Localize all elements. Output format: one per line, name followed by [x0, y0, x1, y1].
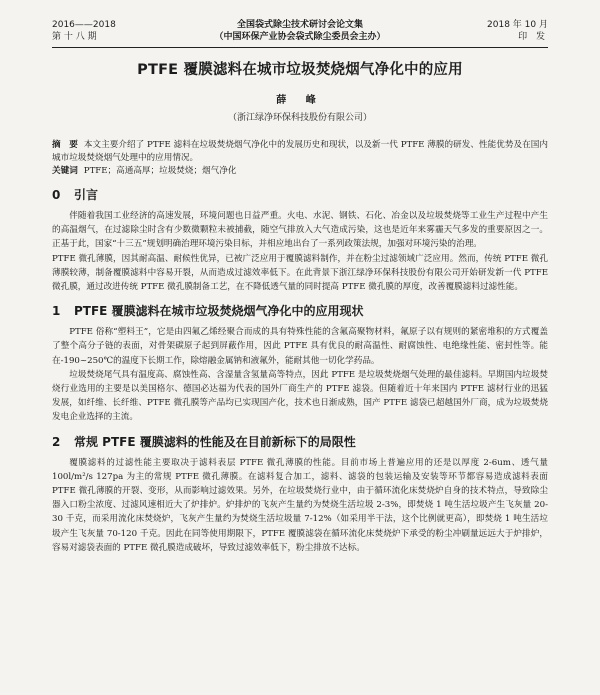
paper-title: PTFE 覆膜滤料在城市垃圾焚烧烟气净化中的应用 [137, 62, 463, 78]
author-affiliation: （浙江绿净环保科技股份有限公司） [227, 113, 372, 123]
header-proceedings-title: 全国袋式除尘技术研讨会论文集 [236, 20, 363, 30]
header-issue-number: 第 十 八 期 [52, 32, 97, 42]
paragraph: 覆膜滤料的过滤性能主要取决于滤料表层 PTFE 微孔薄膜的性能。目前市场上普遍应用的还是以厚度 2-6um、透气量 100l/m²/s 127pa 为主的常规 PTFE 微孔薄膜。在滤料复合加工，滤料、滤袋的包装运输及安装等环节都容易造成滤料表面 PTFE 微孔薄膜的开裂、变形，从而影响过滤效果。另外，在垃圾焚烧行业中，由于循环流化床焚烧炉自身的技术特点，导致除尘器入口粉尘浓度、过滤风速相近大了炉排炉。炉排炉的飞灰产生量约为焚烧生活垃圾 2-3%，即焚烧 1 吨生活垃圾产生飞灰量 20-30 千克，而采用流化床焚烧炉，飞灰产生量约为焚烧生活垃圾量 7-12%（如采用半干法，这个比例就更高），即焚烧 1 吨生活垃圾产生飞灰量 70-120 千克。因此在同等使用期限下，PTFE 覆膜滤袋在循环流化床焚烧炉下承受的粉尘冲刷量远远大于炉排炉，容易对滤袋表面的 PTFE 微孔膜造成破坏，导致过滤效率低下，粉尘排放不达标。 [52, 457, 548, 553]
section-number: 1 [52, 304, 61, 319]
abstract-text: 本文主要介绍了 PTFE 滤料在垃圾焚烧烟气净化中的发展历史和现状，以及新一代 PTFE 薄膜的研发、性能优势及在国内城市垃圾焚烧烟气处理中的应用情况。 [52, 140, 548, 163]
section-heading [52, 186, 548, 203]
header-divider [52, 47, 548, 48]
header-years: 2016——2018 [52, 20, 116, 30]
header-printed: 印 发 [518, 32, 548, 42]
keywords [52, 165, 548, 178]
header-proceedings [52, 19, 548, 43]
keywords-label: 关键词 [52, 166, 78, 176]
section-title: 常规 PTFE 覆膜滤料的性能及在目前新标下的局限性 [74, 434, 356, 449]
author-name: 薛 峰 [276, 95, 324, 106]
section-limitations [52, 433, 548, 555]
section-number: 0 [52, 188, 61, 202]
paragraph: 垃圾焚烧尾气具有温度高、腐蚀性高、含湿量含氢量高等特点，因此 PTFE 是垃圾焚烧烟气处理的最佳滤料。早期国内垃圾焚烧行业选用的主要是以美国格尔、德国必达福为代表的国外厂商生产的 PTFE 滤袋。但随着近十年来国内 PTFE 滤材行业的迅猛发展，如纤维、长纤维、PTFE 微孔膜等产品均已实现国产化，技术也日渐成熟，国产 PTFE 滤袋已超越国外厂商，成为垃圾焚烧发电企业选择的主流。 [52, 369, 548, 423]
section-number: 2 [52, 434, 61, 449]
section-introduction [52, 186, 548, 294]
section-status [52, 302, 548, 424]
header-date [487, 19, 548, 43]
paragraph: 伴随着我国工业经济的高速发展，环境问题也日益严重。火电、水泥、钢铁、石化、冶金以及垃圾焚烧等工业生产过程中产生的高温烟气，在过滤除尘时含有少数微颗粒未被捕截，随空气排放入大气造成污染，这也是近年来雾霾天气多发的重要原因之一。正基于此，国家“十三五”规划明确治理环境污染目标，并相应地出台了一系列政策法规，加强对环境污染的治理。 [52, 211, 548, 250]
section-title: 引言 [74, 188, 99, 202]
header-organizer: （中国环保产业协会袋式除尘委员会主办） [214, 32, 386, 42]
section-heading [52, 433, 548, 450]
section-heading [52, 302, 548, 319]
keywords-text: PTFE；高通高厚；垃圾焚烧；烟气净化 [83, 166, 237, 176]
running-header [52, 14, 548, 50]
paragraph: PTFE 俗称“塑料王”，它是由四氟乙烯经聚合而成的具有特殊性能的含氟高聚物材料，氟原子以有规则的紧密堆积的方式覆盖了整个高分子链的表面，对骨架碳原子起到屏蔽作用，因此 PTFE 具有优良的耐高温性、耐腐蚀性、电绝缘性能、密封性等。能在-190~250℃的温度下长期工作，除熔融金属钠和液氟外，能耐其他一切化学药品。 [52, 327, 548, 366]
header-publish-date: 2018 年 10 月 [487, 20, 548, 30]
abstract-label: 摘 要 [52, 140, 78, 150]
paragraph: PTFE 微孔薄膜，因其耐高温、耐候性优异，已被广泛应用于覆膜滤料制作，并在粉尘过滤领域广泛应用。然而，传统 PTFE 微孔薄膜较薄，制备覆膜滤料中容易开裂，从而造成过滤效率低下。在此背景下浙江绿净环保科技股份有限公司开始研发新一代 PTFE 微孔膜，通过改进传统 PTFE 微孔膜制备工艺，在不降低透气量的同时提高 PTFE 微孔膜的厚度，改善覆膜滤料过滤性能。 [52, 253, 548, 293]
section-title: PTFE 覆膜滤料在城市垃圾焚烧烟气净化中的应用现状 [74, 304, 364, 319]
abstract [52, 139, 548, 165]
